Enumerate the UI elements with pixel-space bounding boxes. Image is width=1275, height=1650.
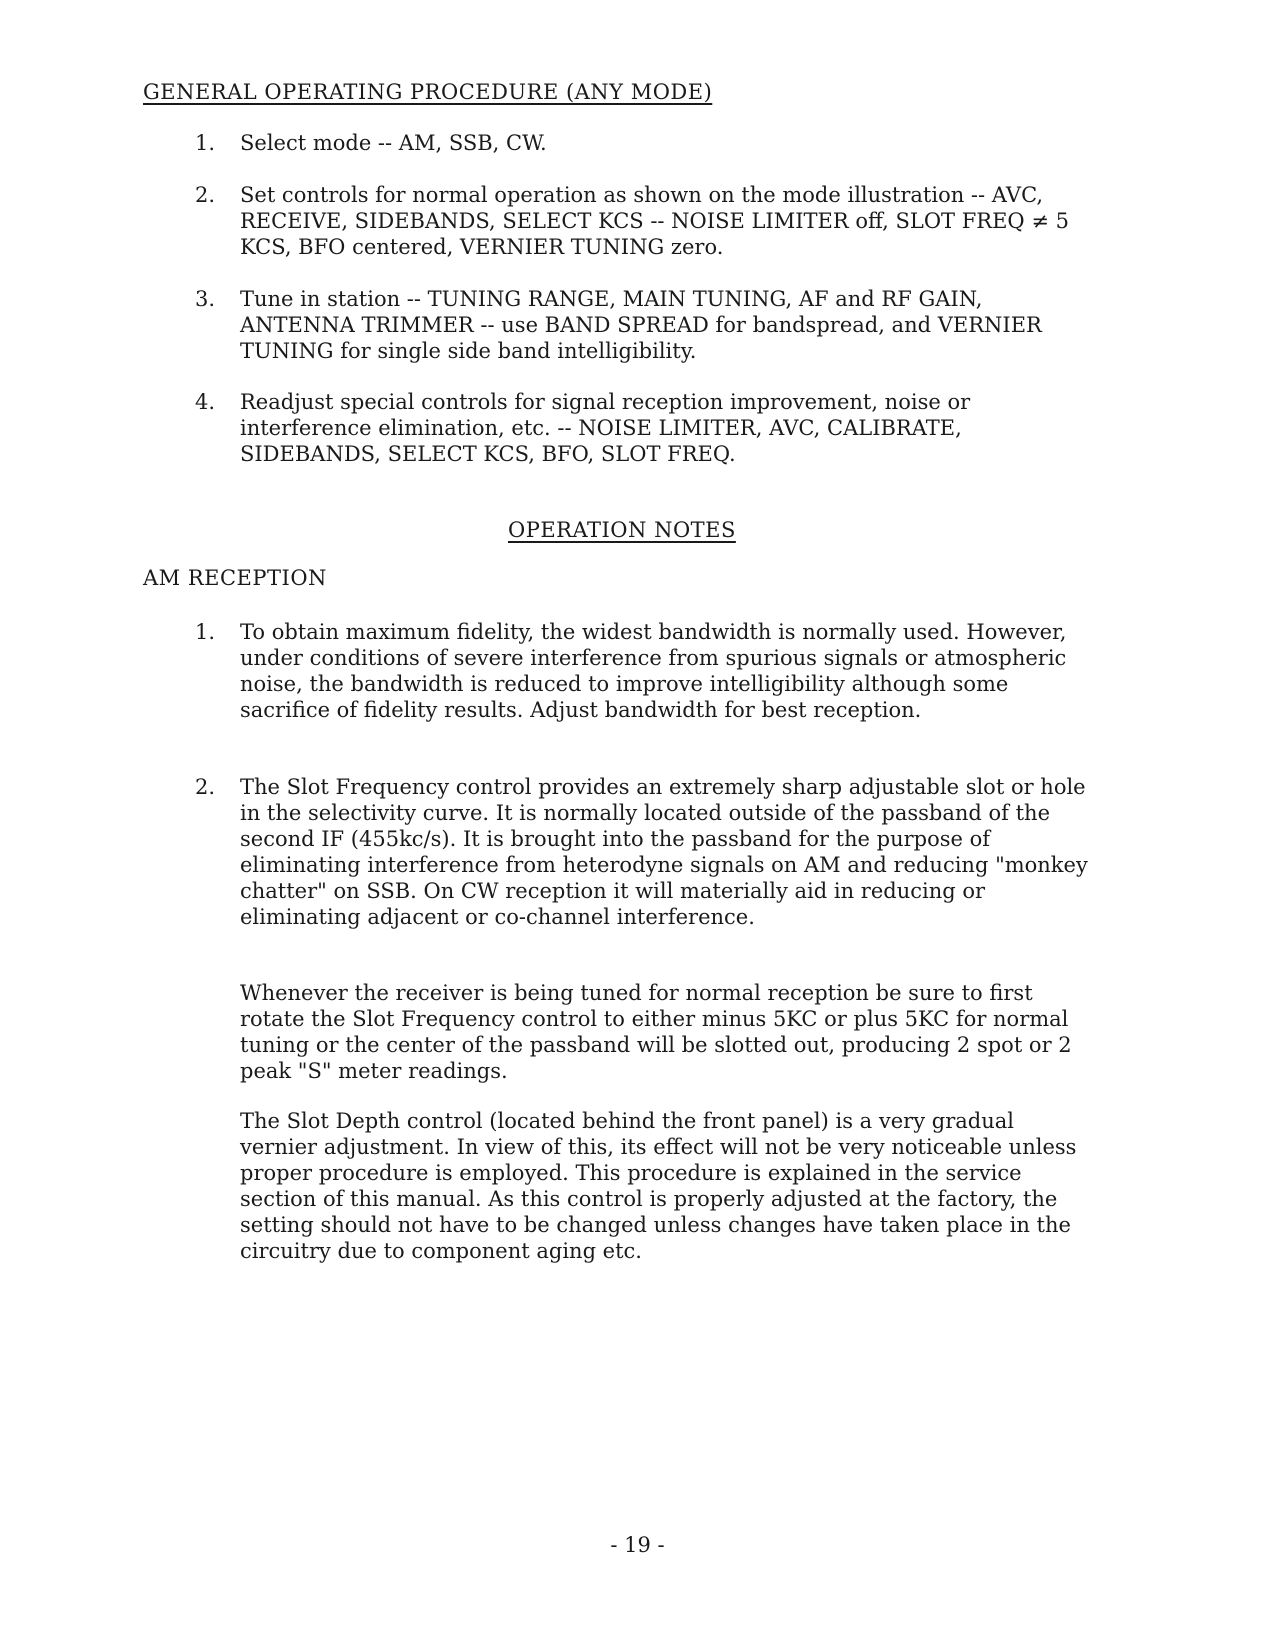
slot-depth-paragraph: The Slot Depth control (located behind the front panel) is a very gradual vernier adjustment. In view of this, its effect will not be very noticeable unless proper procedure is employed. This procedure is explained in the service section of this manual. As this control is properly adjusted at the factory, the setting should not have to be changed unless changes have taken place in the circuitry due to component aging etc. bbox=[240, 1109, 1077, 1263]
general-procedure-heading: GENERAL OPERATING PROCEDURE (ANY MODE) bbox=[143, 80, 713, 104]
item-number: 1. bbox=[195, 620, 216, 644]
step-text: Select mode -- AM, SSB, CW. bbox=[240, 131, 547, 155]
am-note-item bbox=[195, 774, 1095, 930]
am-reception-heading: AM RECEPTION bbox=[143, 566, 327, 590]
procedure-step bbox=[195, 182, 1095, 260]
item-text: The Slot Frequency control provides an extremely sharp adjustable slot or hole in the selectivity curve. It is normally located outside of the passband of the second IF (455kc/s). It is brought into the passband for the purpose of eliminating interference from heterodyne signals on AM and reducing "monkey chatter" on SSB. On CW reception it will materially aid in reducing or eliminating adjacent or co-channel interference. bbox=[240, 775, 1088, 929]
operation-notes-heading: OPERATION NOTES bbox=[508, 518, 736, 542]
step-number: 1. bbox=[195, 131, 216, 155]
procedure-step bbox=[195, 389, 1095, 467]
item-number: 2. bbox=[195, 775, 216, 799]
step-number: 4. bbox=[195, 390, 216, 414]
step-number: 3. bbox=[195, 287, 216, 311]
item-text: To obtain maximum fidelity, the widest bandwidth is normally used. However, under conditions of severe interference from spurious signals or atmospheric noise, the bandwidth is reduced to improve intelligibility although some sacrifice of fidelity results. Adjust bandwidth for best reception. bbox=[240, 620, 1067, 722]
step-text: Readjust special controls for signal reception improvement, noise or interference elimination, etc. -- NOISE LIMITER, AVC, CALIBRATE, SIDEBANDS, SELECT KCS, BFO, SLOT FREQ. bbox=[240, 390, 971, 466]
step-text: Tune in station -- TUNING RANGE, MAIN TUNING, AF and RF GAIN, ANTENNA TRIMMER -- use BAND SPREAD for bandspread, and VERNIER TUNING for single side band intelligibility. bbox=[240, 287, 1042, 363]
slot-frequency-paragraph: Whenever the receiver is being tuned for normal reception be sure to first rotate the Slot Frequency control to either minus 5KC or plus 5KC for normal tuning or the center of the passband will be slotted out, producing 2 spot or 2 peak "S" meter readings. bbox=[240, 981, 1072, 1083]
procedure-step bbox=[195, 130, 1095, 156]
am-note-item bbox=[195, 619, 1095, 723]
procedure-step bbox=[195, 286, 1095, 364]
step-text: Set controls for normal operation as shown on the mode illustration -- AVC, RECEIVE, SIDEBANDS, SELECT KCS -- NOISE LIMITER off, SLOT FREQ ≠ 5 KCS, BFO centered, VERNIER TUNING zero. bbox=[240, 183, 1069, 259]
page-number: - 19 - bbox=[610, 1533, 665, 1557]
step-number: 2. bbox=[195, 183, 216, 207]
